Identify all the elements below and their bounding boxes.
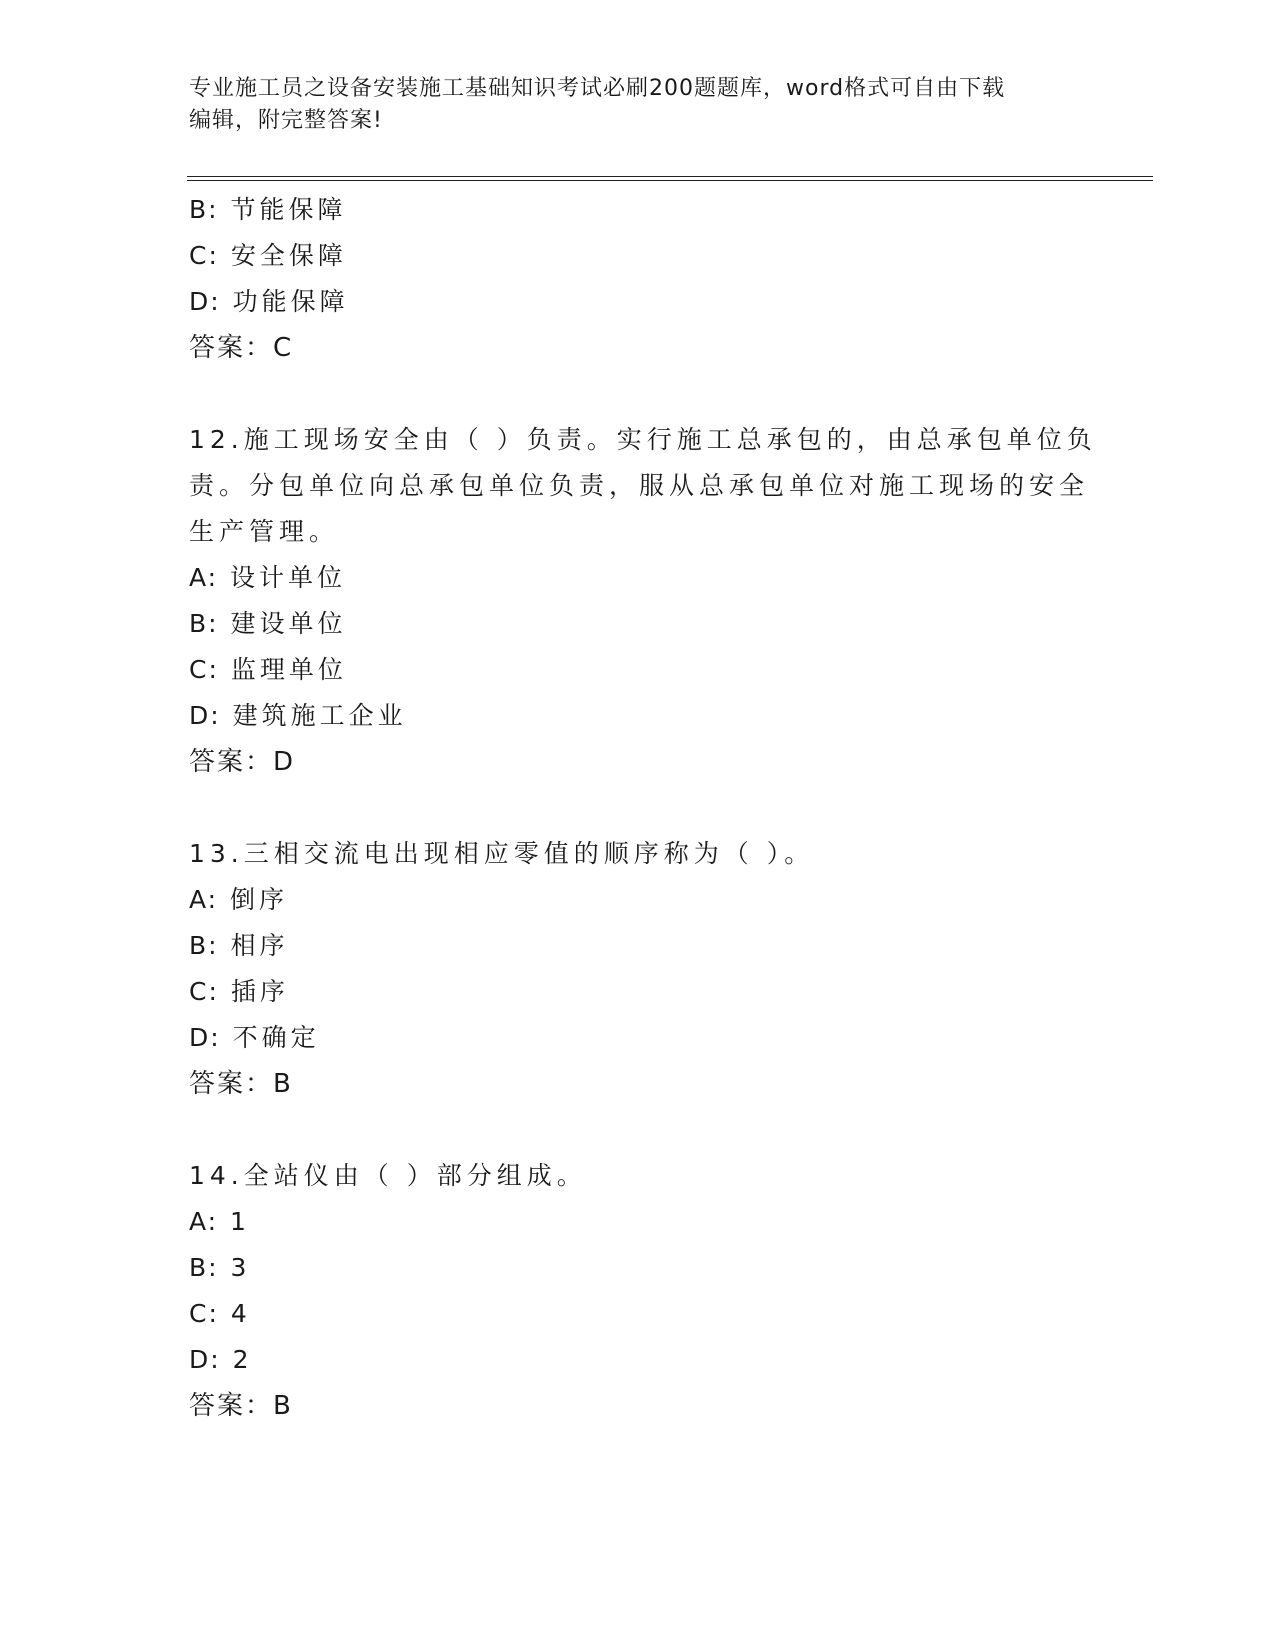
option-label: C: xyxy=(189,1299,219,1328)
option-label: B: xyxy=(189,1253,219,1282)
option-text: 4 xyxy=(230,1299,251,1328)
option-item xyxy=(189,693,1089,739)
option-item xyxy=(189,969,1089,1015)
question-stem-line: 14.全站仪由（ ）部分组成。 xyxy=(189,1161,587,1190)
option-label: A: xyxy=(189,1207,219,1236)
option-label: D: xyxy=(189,701,221,730)
option-label: B: xyxy=(189,931,219,960)
option-label: C: xyxy=(189,977,219,1006)
question-block xyxy=(189,1153,1089,1429)
option-item xyxy=(189,555,1089,601)
answer-line: 答案：C xyxy=(189,333,294,363)
option-item xyxy=(189,1291,1089,1337)
option-text: 建筑施工企业 xyxy=(232,701,407,730)
question-stem-line: 生产管理。 xyxy=(189,517,340,546)
option-item xyxy=(189,1245,1089,1291)
option-item xyxy=(189,1337,1089,1383)
answer-line: 答案：B xyxy=(189,1069,293,1099)
option-item xyxy=(189,233,1089,279)
option-label: A: xyxy=(189,563,219,592)
option-text: 倒序 xyxy=(230,885,289,914)
question-stem-line: 13.三相交流电出现相应零值的顺序称为（ ）。 xyxy=(189,839,815,868)
option-text: 2 xyxy=(232,1345,253,1374)
option-label: B: xyxy=(189,195,219,224)
option-label: C: xyxy=(189,655,219,684)
option-text: 监理单位 xyxy=(230,655,347,684)
header-rule-bottom xyxy=(187,180,1153,181)
question-stem-line: 12.施工现场安全由（ ）负责。实行施工总承包的，由总承包单位负 xyxy=(189,425,1097,454)
option-item xyxy=(189,1199,1089,1245)
option-item xyxy=(189,923,1089,969)
question-stem xyxy=(189,1153,1089,1199)
option-text: 插序 xyxy=(230,977,289,1006)
option-text: 相序 xyxy=(230,931,289,960)
option-label: C: xyxy=(189,241,219,270)
spacer xyxy=(189,1107,1089,1153)
answer-line: 答案：D xyxy=(189,747,296,777)
question-stem xyxy=(189,417,1097,555)
page-header xyxy=(189,73,1089,137)
option-text: 安全保障 xyxy=(230,241,347,270)
question-stem-line: 责。分包单位向总承包单位负责，服从总承包单位对施工现场的安全 xyxy=(189,471,1090,500)
question-block xyxy=(189,187,1089,371)
option-text: 建设单位 xyxy=(230,609,347,638)
option-label: B: xyxy=(189,609,219,638)
header-rule-top xyxy=(187,176,1153,177)
option-item xyxy=(189,279,1089,325)
header-title-line-1: 专业施工员之设备安装施工基础知识考试必刷200题题库，word格式可自由下载 xyxy=(189,76,1006,101)
question-stem xyxy=(189,831,1089,877)
option-label: D: xyxy=(189,1023,221,1052)
spacer xyxy=(189,785,1089,831)
option-text: 节能保障 xyxy=(230,195,347,224)
option-item xyxy=(189,601,1089,647)
option-label: D: xyxy=(189,1345,221,1374)
answer-line: 答案：B xyxy=(189,1391,293,1421)
question-block xyxy=(189,831,1089,1107)
option-item xyxy=(189,647,1089,693)
option-text: 1 xyxy=(230,1207,250,1236)
option-item xyxy=(189,187,1089,233)
option-text: 功能保障 xyxy=(232,287,349,316)
header-title-line-2: 编辑，附完整答案! xyxy=(189,108,383,133)
option-label: D: xyxy=(189,287,221,316)
option-item xyxy=(189,1015,1089,1061)
spacer xyxy=(189,371,1089,417)
option-label: A: xyxy=(189,885,219,914)
option-item xyxy=(189,877,1089,923)
option-text: 设计单位 xyxy=(230,563,347,592)
question-list xyxy=(189,187,1097,1429)
option-text: 不确定 xyxy=(232,1023,320,1052)
question-block xyxy=(189,417,1097,785)
option-text: 3 xyxy=(230,1253,251,1282)
